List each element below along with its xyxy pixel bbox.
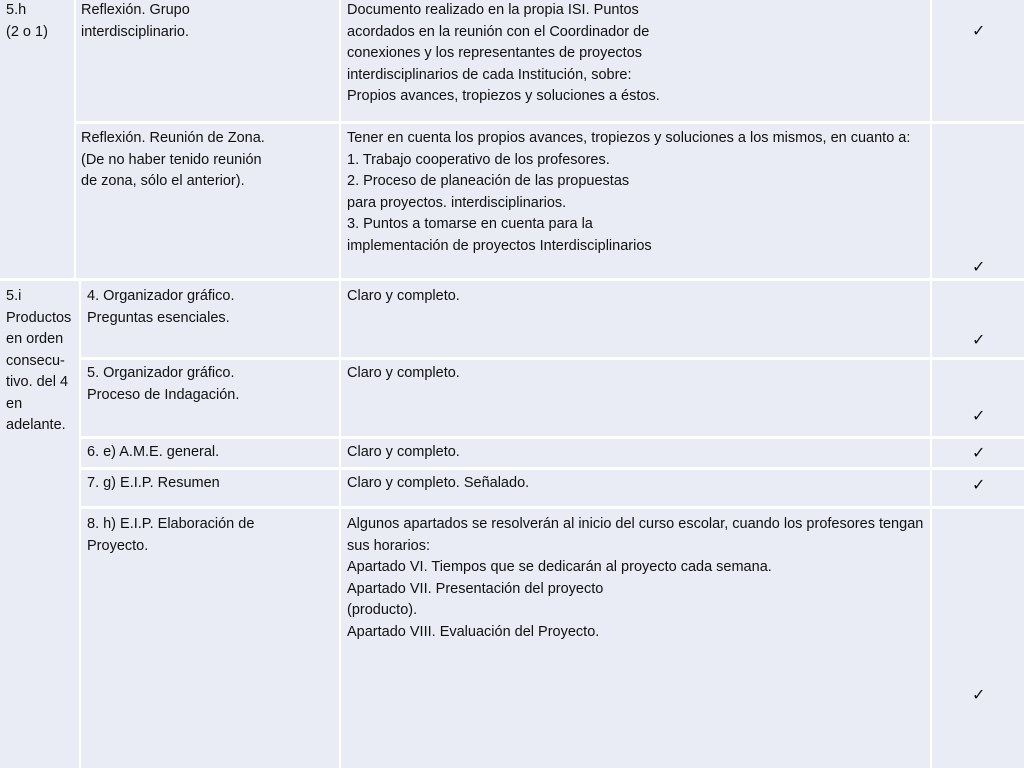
- row-desc-line: Apartado VIII. Evaluación del Proyecto.: [347, 623, 600, 640]
- row-item-line: de zona, sólo el anterior).: [81, 173, 245, 189]
- row-desc-line: Claro y completo. Señalado.: [347, 475, 530, 491]
- row-desc-line: Documento realizado en la propia ISI. Puntos: [347, 2, 639, 18]
- row-desc-line: Claro y completo.: [347, 365, 460, 381]
- row-i3-desc-cell: [341, 439, 930, 467]
- row-h1-item-cell: [76, 0, 339, 121]
- row-i5-check-cell: [932, 509, 1024, 768]
- row-i1-desc-cell: [341, 281, 930, 357]
- row-h1-check-cell: [932, 0, 1024, 121]
- row-desc-line: Apartado VI. Tiempos que se dedicarán al proyecto cada semana.: [347, 559, 772, 575]
- check-mark-icon: ✓: [972, 257, 986, 276]
- section-h-id-cell: [0, 0, 74, 278]
- row-i5-desc-cell: [341, 509, 930, 768]
- check-mark-icon: ✓: [972, 443, 986, 462]
- check-mark-icon: ✓: [972, 406, 986, 425]
- row-i2-item-cell: [81, 360, 339, 436]
- row-item-line: 4. Organizador gráfico.: [87, 288, 235, 304]
- row-desc-line: conexiones y los representantes de proyectos: [347, 45, 643, 61]
- section-h-id-line: (2 o 1): [6, 23, 48, 40]
- row-h2-desc-cell: [341, 124, 930, 278]
- row-i4-check-cell: [932, 470, 1024, 506]
- row-i5-item-cell: [81, 509, 339, 768]
- row-desc-line: Algunos apartados se resolverán al inicio del curso escolar, cuando los profesores tengan: [347, 516, 924, 532]
- row-desc-line: Tener en cuenta los propios avances, tropiezos y soluciones a los mismos, en cuanto a:: [347, 130, 911, 146]
- section-i-id-line: tivo. del 4: [6, 374, 69, 390]
- row-i1-check-cell: [932, 281, 1024, 357]
- row-i4-item-cell: [81, 470, 339, 506]
- row-item-line: 8. h) E.I.P. Elaboración de: [87, 516, 255, 532]
- row-item-line: Reflexión. Grupo: [81, 2, 190, 18]
- section-i-id-line: adelante.: [6, 417, 66, 433]
- row-desc-line: 3. Puntos a tomarse en cuenta para la: [347, 216, 593, 232]
- row-desc-line: implementación de proyectos Interdisciplinarios: [347, 237, 652, 254]
- check-mark-icon: ✓: [972, 330, 986, 349]
- section-i-id-line: en orden: [6, 331, 64, 347]
- row-i1-item-cell: [81, 281, 339, 357]
- row-desc-line: Propios avances, tropiezos y soluciones a éstos.: [347, 88, 660, 104]
- row-item-line: interdisciplinario.: [81, 23, 189, 40]
- row-h1-desc-cell: [341, 0, 930, 121]
- row-desc-line: Apartado VII. Presentación del proyecto: [347, 580, 604, 597]
- row-desc-line: sus horarios:: [347, 537, 431, 554]
- row-desc-line: Claro y completo.: [347, 288, 460, 304]
- row-item-line: (De no haber tenido reunión: [81, 151, 262, 168]
- row-desc-line: para proyectos. interdisciplinarios.: [347, 194, 567, 211]
- row-i3-item-cell: [81, 439, 339, 467]
- row-desc-line: 1. Trabajo cooperativo de los profesores.: [347, 151, 610, 168]
- row-item-line: 5. Organizador gráfico.: [87, 365, 235, 381]
- row-i2-desc-cell: [341, 360, 930, 436]
- section-i-id-line: 5.i: [6, 288, 22, 304]
- row-desc-line: interdisciplinarios de cada Institución, sobre:: [347, 66, 632, 83]
- row-desc-line: (producto).: [347, 602, 418, 618]
- row-desc-line: Claro y completo.: [347, 444, 460, 460]
- row-desc-line: acordados en la reunión con el Coordinador de: [347, 23, 650, 40]
- section-i-id-cell: [0, 281, 79, 768]
- check-mark-icon: ✓: [972, 21, 986, 40]
- section-i-id-line: consecu-: [6, 352, 65, 369]
- row-item-line: Preguntas esenciales.: [87, 309, 230, 326]
- row-desc-line: 2. Proceso de planeación de las propuestas: [347, 173, 630, 189]
- row-i2-check-cell: [932, 360, 1024, 436]
- check-mark-icon: ✓: [972, 685, 986, 704]
- section-i-id-line: en: [6, 395, 23, 412]
- row-h2-item-cell: [76, 124, 339, 278]
- row-item-line: Proceso de Indagación.: [87, 386, 240, 403]
- row-item-line: 7. g) E.I.P. Resumen: [87, 475, 220, 491]
- row-h2-check-cell: [932, 124, 1024, 278]
- row-item-line: Proyecto.: [87, 537, 149, 554]
- row-item-line: Reflexión. Reunión de Zona.: [81, 130, 265, 146]
- check-mark-icon: ✓: [972, 475, 986, 494]
- section-i-id-line: Productos: [6, 309, 72, 326]
- row-i3-check-cell: [932, 439, 1024, 467]
- row-item-line: 6. e) A.M.E. general.: [87, 444, 220, 460]
- row-i4-desc-cell: [341, 470, 930, 506]
- section-h-id-line: 5.h: [6, 2, 27, 18]
